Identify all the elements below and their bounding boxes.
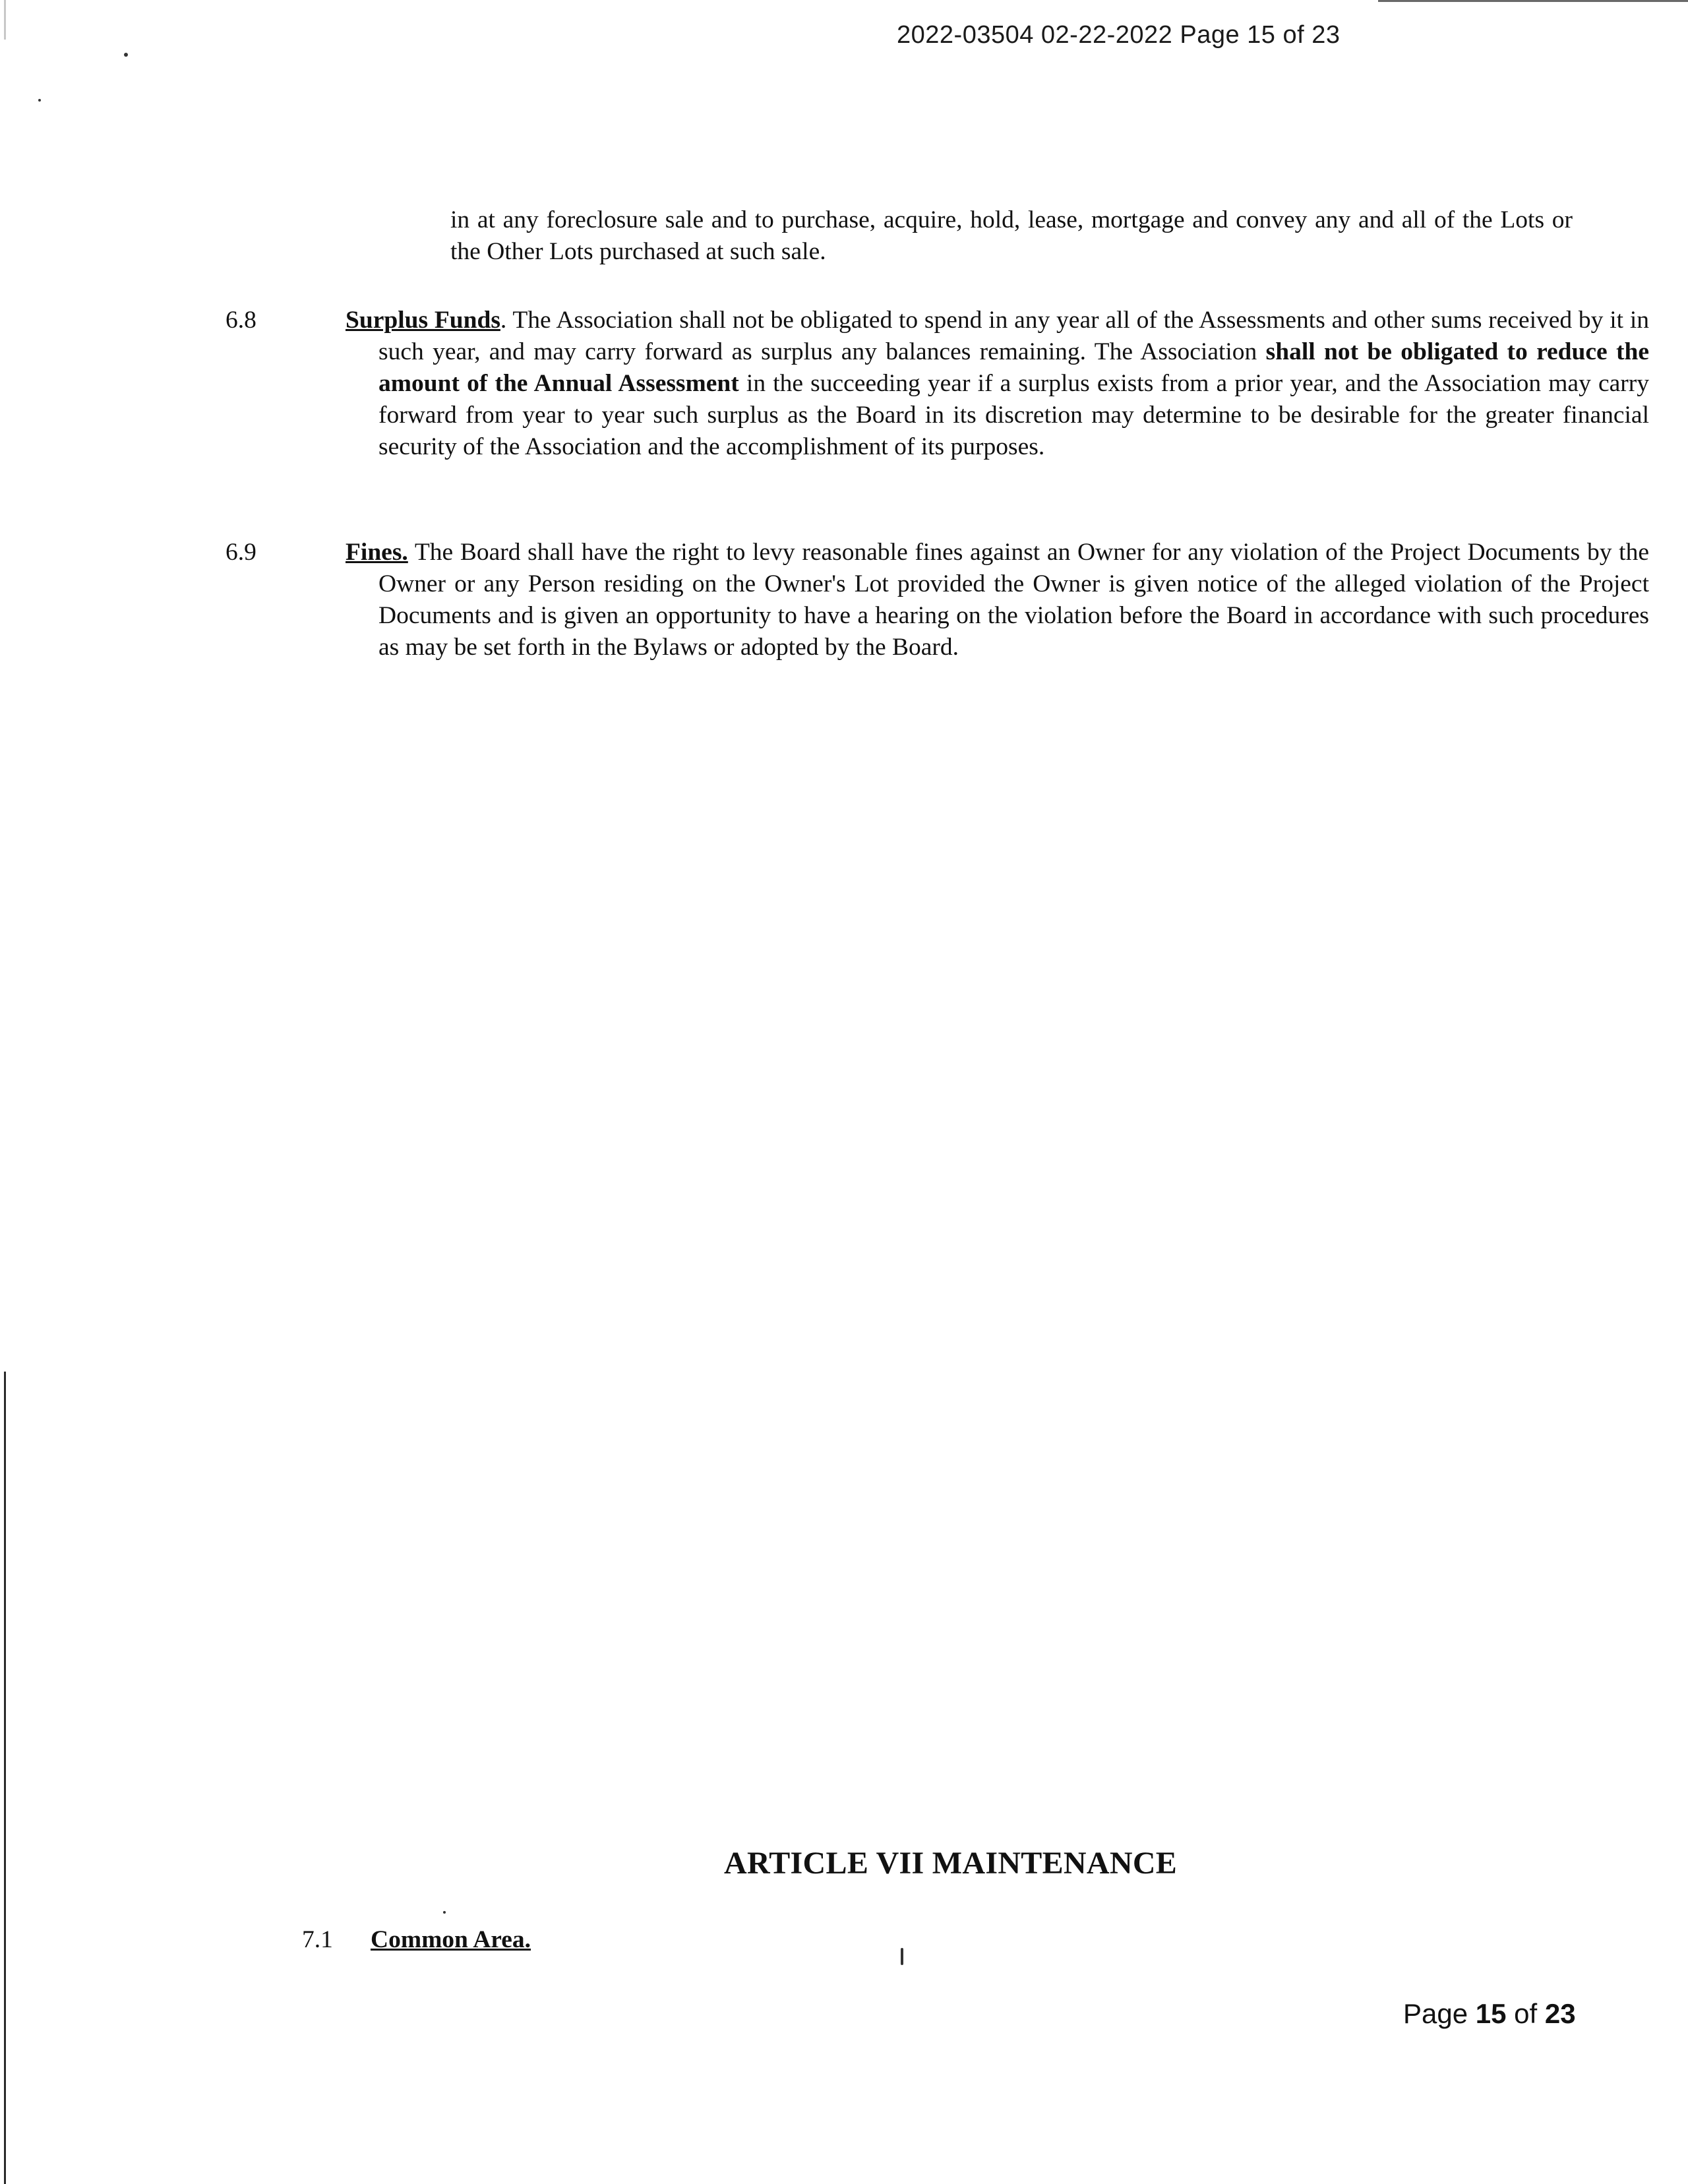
recording-stamp: 2022-03504 02-22-2022 Page 15 of 23 [897, 21, 1341, 49]
scan-edge-left [4, 0, 6, 2184]
section-heading: Fines. [346, 539, 408, 566]
section-6-9 [226, 537, 1649, 663]
section-text: The Board shall have the right to levy reasonable fines against an Owner for any violation of the Project Documents by the Owner or any Person residing on the Owner's Lot provided the Owner is given notice of the alleged violation of the Project Documents and is given an opportunity to have a hearing on the violation before the Board in accordance with such procedures as may be set forth in the Bylaws or adopted by the Board. [378, 539, 1649, 661]
heading-punctuation: . [500, 307, 507, 334]
page-footer [1403, 1998, 1576, 2030]
footer-current-page: 15 [1475, 1998, 1507, 2029]
scan-speck [38, 99, 41, 102]
scan-speck [901, 1948, 903, 1965]
subsection-number: 7.1 [302, 1926, 333, 1953]
emphasized-phrase: shall not be obligated to reduce the amount of the Annual Assessment [378, 338, 1649, 397]
section-number: 6.8 [226, 307, 256, 334]
scan-edge-top [1378, 0, 1688, 2]
section-6-8 [226, 305, 1649, 463]
article-title: ARTICLE VII MAINTENANCE [724, 1846, 1178, 1881]
section-heading: Surplus Funds [346, 307, 500, 334]
section-text-continued: in the succeeding year if a surplus exists from a prior year, and the Association may carry forward from year to year such surplus as the Board in its discretion may determine to be desirable for the greater financial security of the Association and the accomplishment of its purposes. [378, 370, 1649, 460]
section-text: The Association shall not be obligated to spend in any year all of the Assessments and other sums received by it in such year, and may carry forward as surplus any balances remaining. The Association [378, 307, 1649, 365]
section-number: 6.9 [226, 539, 256, 566]
footer-total-pages: 23 [1544, 1998, 1576, 2029]
footer-of: of [1506, 1998, 1545, 2029]
scan-speck [443, 1911, 446, 1914]
footer-label: Page [1403, 1998, 1476, 2029]
scan-speck [124, 53, 128, 57]
continuation-paragraph: in at any foreclosure sale and to purchase, acquire, hold, lease, mortgage and convey any and all of the Lots or the Other Lots purchased at such sale. [450, 206, 1573, 265]
subsection-heading: Common Area. [371, 1926, 531, 1953]
